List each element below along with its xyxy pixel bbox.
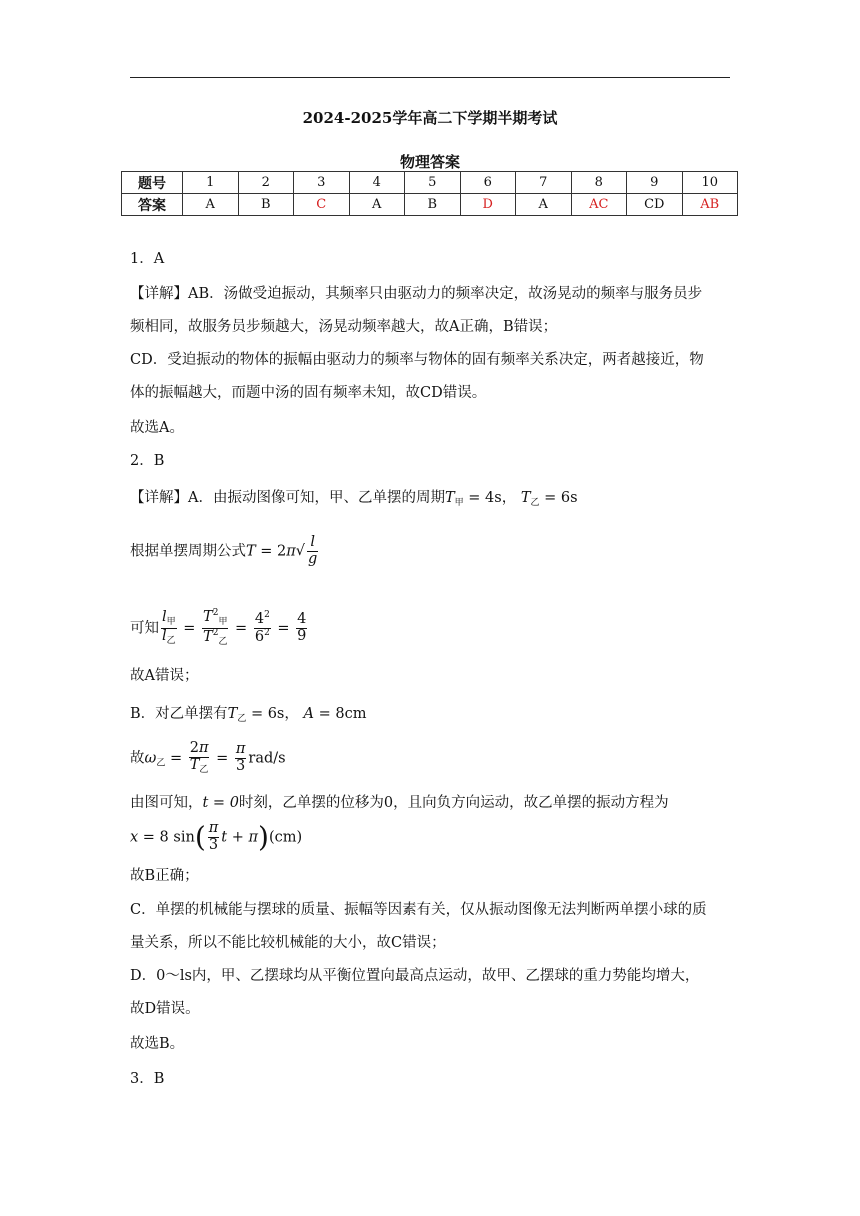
page-title: 2024-2025学年高二下学期半期考试: [302, 109, 558, 127]
sqrt-sign: √: [295, 542, 306, 559]
top-rule: [130, 77, 730, 78]
q2-conclusion: 故选B。: [130, 1036, 185, 1052]
q2-omega: 故$\omega_乙$ = $\frac{2\pi}{T_乙}$ = $\frac{\pi}{3}$ rad/s: [130, 740, 286, 775]
answer-cell: D: [460, 194, 516, 216]
question-number-cell: 10: [682, 172, 738, 194]
fraction-2pi-over-t: $\frac{2\pi}{T_乙}$: [189, 740, 209, 775]
q1-conclusion: 故选A。: [130, 420, 184, 436]
fraction-numbers: $\frac{4^2}{6^2}$: [254, 609, 270, 645]
question-number-row: [122, 172, 738, 194]
omega-symbol: ω: [144, 750, 157, 767]
q2-heading: 2．B: [130, 453, 165, 469]
q2-phase-text2: 时刻，乙单摆的位移为0，且向负方向运动，故乙单摆的振动方程为: [238, 795, 669, 811]
paren-right: ): [258, 820, 269, 854]
answer-cell: AC: [571, 194, 627, 216]
answer-cell: A: [516, 194, 572, 216]
amplitude-symbol: A: [303, 706, 314, 722]
q2-c-line2: 量关系，所以不能比较机械能的大小，故C错误；: [130, 935, 446, 951]
answer-cell: CD: [627, 194, 683, 216]
answer-cell: AB: [682, 194, 738, 216]
answer-cell: B: [238, 194, 294, 216]
q2-ratio: 可知 $\frac{l_甲}{l_乙}$ = $\frac{T^2_甲}{T^2_乙}$ = $\frac{4^2}{6^2}$ = $\frac{4}{9}$: [130, 608, 307, 647]
subscript-yi: 乙: [530, 498, 540, 508]
period-symbol: T: [444, 490, 455, 506]
q2-a-t1: = 4s: [468, 490, 502, 506]
q2-b-a: = 8cm: [318, 706, 367, 722]
q2-b-right: 故B正确；: [130, 868, 199, 884]
formula-pi: π: [286, 543, 296, 560]
answer-label: 答案: [122, 194, 183, 216]
answer-row: [122, 194, 738, 216]
fraction-period-squared: $\frac{T^2_甲}{T^2_乙}$: [203, 608, 228, 647]
subscript-yi: 乙: [237, 714, 247, 724]
q2-eq-unit: (cm): [268, 829, 303, 846]
q2-ratio-text: 可知: [130, 620, 159, 637]
question-number-cell: 4: [349, 172, 405, 194]
question-number-cell: 7: [516, 172, 572, 194]
q2-phase-t0: t = 0: [202, 795, 239, 811]
formula-t: T: [246, 543, 256, 560]
question-number-cell: 1: [183, 172, 239, 194]
q2-omega-unit: rad/s: [248, 750, 286, 767]
question-number-cell: 8: [571, 172, 627, 194]
q3-heading: 3．B: [130, 1071, 165, 1087]
page-subtitle: 物理答案: [399, 153, 460, 171]
fraction-pi-over-3: $\frac{\pi}{3}$: [235, 740, 246, 774]
paren-left: (: [194, 820, 206, 854]
answer-cell: A: [349, 194, 405, 216]
q1-line4: 体的振幅越大，而题中汤的固有频率未知，故CD错误。: [130, 385, 487, 401]
equation-t: t: [221, 829, 228, 846]
fraction-result: $\frac{4}{9}$: [297, 610, 307, 644]
q2-a-periods: 【详解】A．由振动图像可知，甲、乙单摆的周期$T_甲 = 4s$， $T_乙 = 6s$: [130, 490, 578, 508]
answer-cell: C: [294, 194, 350, 216]
q2-d-line1: D．0～ls内，甲、乙摆球均从平衡位置向最高点运动，故甲、乙摆球的重力势能均增大，: [130, 968, 700, 984]
equation-pi: π: [248, 829, 259, 846]
q2-d-line2: 故D错误。: [130, 1001, 200, 1017]
q2-formula-text: 根据单摆周期公式: [130, 543, 246, 560]
q1-line2: 频相同，故服务员步频越大，汤晃动频率越大，故A正确，B错误；: [130, 319, 558, 335]
q1-heading: 1．A: [130, 251, 165, 267]
question-number-cell: 2: [238, 172, 294, 194]
equation-x: x: [130, 829, 139, 846]
q2-b-t: = 6s: [250, 706, 285, 722]
fraction-length-ratio: $\frac{l_甲}{l_乙}$: [162, 609, 176, 646]
question-number-cell: 6: [460, 172, 516, 194]
question-number-cell: 9: [627, 172, 683, 194]
answer-table: [121, 171, 738, 216]
answer-cell: A: [183, 194, 239, 216]
q2-period-formula: 根据单摆周期公式T = 2π√ $\frac{l}{g}$: [130, 534, 318, 567]
q2-b-text: B．对乙单摆有: [130, 706, 228, 722]
fraction-pi-over-3: $\frac{\pi}{3}$: [208, 820, 219, 853]
question-number-cell: 3: [294, 172, 350, 194]
q2-a-t2: = 6s: [544, 490, 578, 506]
q2-c-line1: C．单摆的机械能与摆球的质量、振幅等因素有关，仅从振动图像无法判断两单摆小球的质: [130, 902, 707, 918]
q2-omega-text: 故: [130, 750, 145, 767]
question-number-label: 题号: [122, 172, 183, 194]
q2-phase-text1: 由图可知，: [130, 795, 203, 811]
subscript-jia: 甲: [454, 498, 464, 508]
period-symbol: T: [227, 706, 238, 722]
q2-a-text: 【详解】A．由振动图像可知，甲、乙单摆的周期: [130, 490, 445, 506]
q2-a-wrong: 故A错误；: [130, 668, 199, 684]
question-number-cell: 5: [405, 172, 461, 194]
period-symbol: T: [520, 490, 531, 506]
answer-cell: B: [405, 194, 461, 216]
q2-phase: [130, 794, 669, 814]
q1-line3: CD．受迫振动的物体的振幅由驱动力的频率与物体的固有频率关系决定，两者越接近，物: [130, 352, 704, 368]
q1-line1: 【详解】AB．汤做受迫振动，其频率只由驱动力的频率决定，故汤晃动的频率与服务员步: [130, 286, 703, 302]
subscript-yi: 乙: [156, 758, 166, 769]
q2-equation: x = 8 sin( $\frac{\pi}{3}$ t + π)(cm): [130, 820, 303, 854]
q2-b-params: B．对乙单摆有$T_乙 = 6s$， A = 8cm: [130, 706, 367, 724]
fraction-l-over-g: $\frac{l}{g}$: [308, 534, 318, 567]
